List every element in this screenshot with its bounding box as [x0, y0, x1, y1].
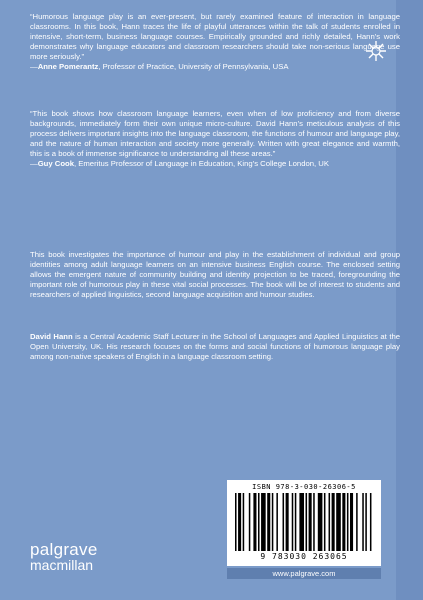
cover-edge-strip: [396, 0, 423, 600]
quote-attribution: —Guy Cook, Emeritus Professor of Language in Education, King’s College London, UK: [30, 159, 329, 168]
barcode-bar: [318, 493, 323, 551]
bio-text: [30, 332, 400, 362]
barcode-bar: [347, 493, 349, 551]
barcode-bar: [370, 493, 372, 551]
barcode-bar: [283, 493, 285, 551]
barcode-bar: [249, 493, 251, 551]
quote-author: Guy Cook: [37, 159, 74, 168]
barcode-bar: [342, 493, 345, 551]
barcode-bar: [267, 493, 270, 551]
barcode-bar: [324, 493, 326, 551]
author-bio: [30, 332, 400, 362]
barcode-bar: [243, 493, 245, 551]
barcode-bar: [356, 493, 358, 551]
barcode-bar: [313, 493, 315, 551]
barcode-bar: [292, 493, 294, 551]
quote-text: “This book shows how classroom language learners, even when of low proficiency and from diverse backgrounds, immediately form their own unique micro-culture. David Hann’s meticulous analysis of this process delivers important insights into the language classroom, the functions of humour and language play, and the nature of human interaction and society more generally. Written with great elegance and warmth, this is a book of immense significance to understanding all these areas.”: [30, 109, 400, 158]
quote-text: “Humorous language play is an ever-present, but rarely examined feature of interaction in language classrooms. In this book, Hann traces the life of playful utterances within the talk of students enrolled in intensive, short-term, business language courses. Empirically grounded and richly detailed, Hann’s work demonstrates why language educators and classroom researchers should take non-serious language use more seriously.”: [30, 12, 400, 61]
quote-attribution: —Anne Pomerantz, Professor of Practice, University of Pennsylvania, USA: [30, 62, 289, 71]
barcode-bar: [306, 493, 308, 551]
isbn-barcode: [227, 480, 381, 566]
publisher-name-line1: palgrave: [30, 540, 98, 559]
review-quote-1: [30, 12, 400, 72]
barcode-bar: [235, 493, 237, 551]
barcode-bar: [286, 493, 289, 551]
barcode-bar: [332, 493, 335, 551]
description-text: This book investigates the importance of humour and play in the establishment of individual and group identities among adult language learners on an intensive business English course. The enclosed setting allows the emergent nature of community building and identity projection to be traced, foregrounding the important role of humorous play in these vital social processes. The book will be of interest to students and researchers of applied linguistics, second language acquisition and humour studies.: [30, 250, 400, 299]
barcode-bar: [258, 493, 260, 551]
quote-author: Anne Pomerantz: [37, 62, 99, 71]
quote-author-role: , Emeritus Professor of Language in Education, King’s College London, UK: [74, 159, 329, 168]
barcode-bar: [309, 493, 312, 551]
book-description: [30, 250, 400, 300]
publisher-name-line2: macmillan: [30, 557, 94, 573]
barcode-bar: [362, 493, 364, 551]
barcode-bar: [329, 493, 331, 551]
isbn-label: ISBN 978-3-030-26306-5: [252, 483, 356, 491]
barcode-bar: [253, 493, 256, 551]
barcode-bar: [276, 493, 278, 551]
barcode-bars: [235, 493, 373, 551]
barcode-bar: [336, 493, 341, 551]
barcode-bar: [272, 493, 274, 551]
barcode-bar: [365, 493, 367, 551]
barcode-bar: [238, 493, 241, 551]
bio-author-name: David Hann: [30, 332, 73, 341]
barcode-digits: 9 783030 263065: [260, 552, 348, 561]
quote-author-role: , Professor of Practice, University of Pennsylvania, USA: [98, 62, 289, 71]
barcode-bar: [350, 493, 353, 551]
barcode-bar: [295, 493, 297, 551]
barcode-bar: [261, 493, 266, 551]
bio-body: is a Central Academic Staff Lecturer in the School of Languages and Applied Linguistics at the Open University, UK. His research focuses on the forms and social functions of humorous language play among non-native speakers of English in a language classroom setting.: [30, 332, 401, 361]
publisher-website: www.palgrave.com: [227, 568, 381, 579]
review-quote-2: [30, 109, 400, 169]
publisher-logo: [30, 541, 98, 573]
barcode-bar: [299, 493, 304, 551]
